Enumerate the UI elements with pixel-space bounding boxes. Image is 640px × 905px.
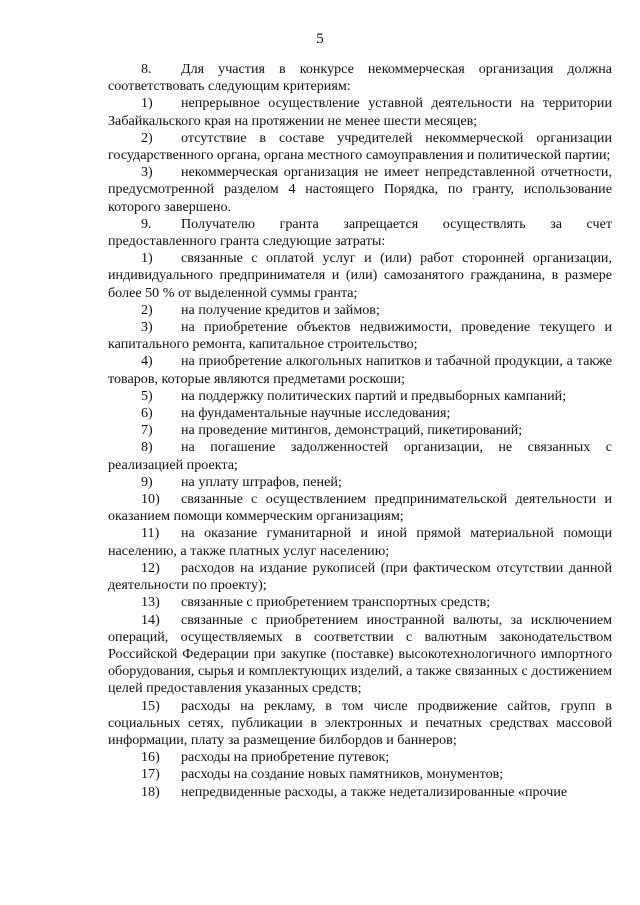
item-text: расходы на приобретение путевок; (181, 749, 390, 766)
item-number: 1) (141, 250, 153, 267)
item-text: некоммерческая организация не имеет непредставленной отчетности, предусмотренной разделом 4 настоящего Порядка, по гранту, использование которого завершено. (108, 164, 612, 215)
item-text: связанные с приобретением иностранной валюты, за исключением операций, осуществляемых в соответствии с валютным законодательством Российской Федерации при закупке (поставке) высокотехнологичного импортного оборудования, сырья и комплектующих изделий, а также связанных с достижением целей предоставления указанных средств; (108, 611, 612, 697)
item-number: 16) (141, 749, 160, 766)
list-item (108, 698, 612, 750)
item-number: 7) (141, 422, 153, 439)
item-number: 1) (141, 95, 153, 112)
list-item (108, 594, 612, 611)
item-number: 6) (141, 405, 153, 422)
item-text: на проведение митингов, демонстраций, пикетирований; (181, 422, 523, 439)
item-text: связанные с приобретением транспортных средств; (181, 594, 491, 611)
item-number: 18) (141, 783, 160, 800)
list-item (108, 405, 612, 422)
list-item (108, 250, 612, 302)
list-item (108, 749, 612, 766)
item-text: расходы на рекламу, в том числе продвижение сайтов, групп в социальных сетях, публикации в электронных и печатных средствах массовой информации, плату за размещение билбордов и баннеров; (108, 697, 612, 748)
item-text: связанные с оплатой услуг и (или) работ сторонней организации, индивидуального предпринимателя и (или) самозанятого гражданина, в размере более 50 % от выделенной суммы гранта; (108, 250, 612, 301)
list-item (108, 612, 612, 698)
list-item (108, 439, 612, 473)
item-text: Получателю гранта запрещается осуществлять за счет предоставленного гранта следующие затраты: (108, 215, 612, 250)
list-item (108, 216, 612, 250)
item-number: 17) (141, 766, 160, 783)
item-text: на уплату штрафов, пеней; (181, 473, 342, 490)
page-number: 5 (316, 31, 324, 47)
list-item (108, 784, 612, 801)
list-item (108, 491, 612, 525)
item-text: на поддержку политических партий и предвыборных кампаний; (181, 387, 567, 404)
item-text: на погашение задолженностей организации, не связанных с реализацией проекта; (108, 439, 612, 473)
list-item (108, 302, 612, 319)
item-number: 8) (141, 439, 153, 456)
item-number: 15) (141, 697, 160, 714)
list-item (108, 61, 612, 95)
item-text: непрерывное осуществление уставной деятельности на территории Забайкальского края на протяжении не менее шести месяцев; (108, 95, 612, 129)
item-text: отсутствие в составе учредителей некоммерческой организации государственного органа, органа местного самоуправления и политической партии; (108, 129, 612, 164)
list-item (108, 353, 612, 387)
item-text: расходов на издание рукописей (при фактическом отсутствии данной деятельности по проекту); (108, 559, 612, 594)
item-text: непредвиденные расходы, а также недетализированные «прочие (181, 783, 568, 800)
list-item (108, 95, 612, 129)
list-item (108, 422, 612, 439)
item-number: 12) (141, 559, 160, 576)
item-number: 13) (141, 594, 160, 611)
item-number: 9) (141, 473, 153, 490)
item-text: на приобретение алкогольных напитков и табачной продукции, а также товаров, которые являются предметами роскоши; (108, 353, 612, 387)
item-number: 14) (141, 611, 160, 628)
list-item (108, 164, 612, 216)
item-text: расходы на создание новых памятников, монументов; (181, 766, 504, 783)
item-text: на приобретение объектов недвижимости, проведение текущего и капитального ремонта, капитальное строительство; (108, 319, 612, 353)
item-text: связанные с осуществлением предпринимательской деятельности и оказанием помощи коммерческим организациям; (108, 491, 612, 525)
item-number: 9. (141, 215, 152, 232)
item-text: на оказание гуманитарной и иной прямой материальной помощи населению, а также платных услуг населению; (108, 525, 612, 559)
list-item (108, 319, 612, 353)
item-text: на фундаментальные научные исследования; (181, 405, 451, 422)
item-number: 8. (141, 61, 152, 77)
list-item (108, 766, 612, 783)
item-number: 3) (141, 164, 153, 181)
list-item (108, 474, 612, 491)
list-item (108, 525, 612, 559)
item-number: 11) (141, 525, 160, 542)
item-number: 2) (141, 301, 153, 318)
list-item (108, 560, 612, 594)
list-item (108, 130, 612, 164)
item-number: 3) (141, 319, 153, 336)
document-body (108, 61, 612, 801)
list-item (108, 388, 612, 405)
item-text: на получение кредитов и займов; (181, 301, 380, 318)
item-number: 4) (141, 353, 153, 370)
item-number: 2) (141, 129, 153, 146)
item-number: 5) (141, 387, 153, 404)
item-number: 10) (141, 491, 160, 508)
item-text: Для участия в конкурсе некоммерческая организация должна соответствовать следующим критериям: (108, 61, 612, 95)
